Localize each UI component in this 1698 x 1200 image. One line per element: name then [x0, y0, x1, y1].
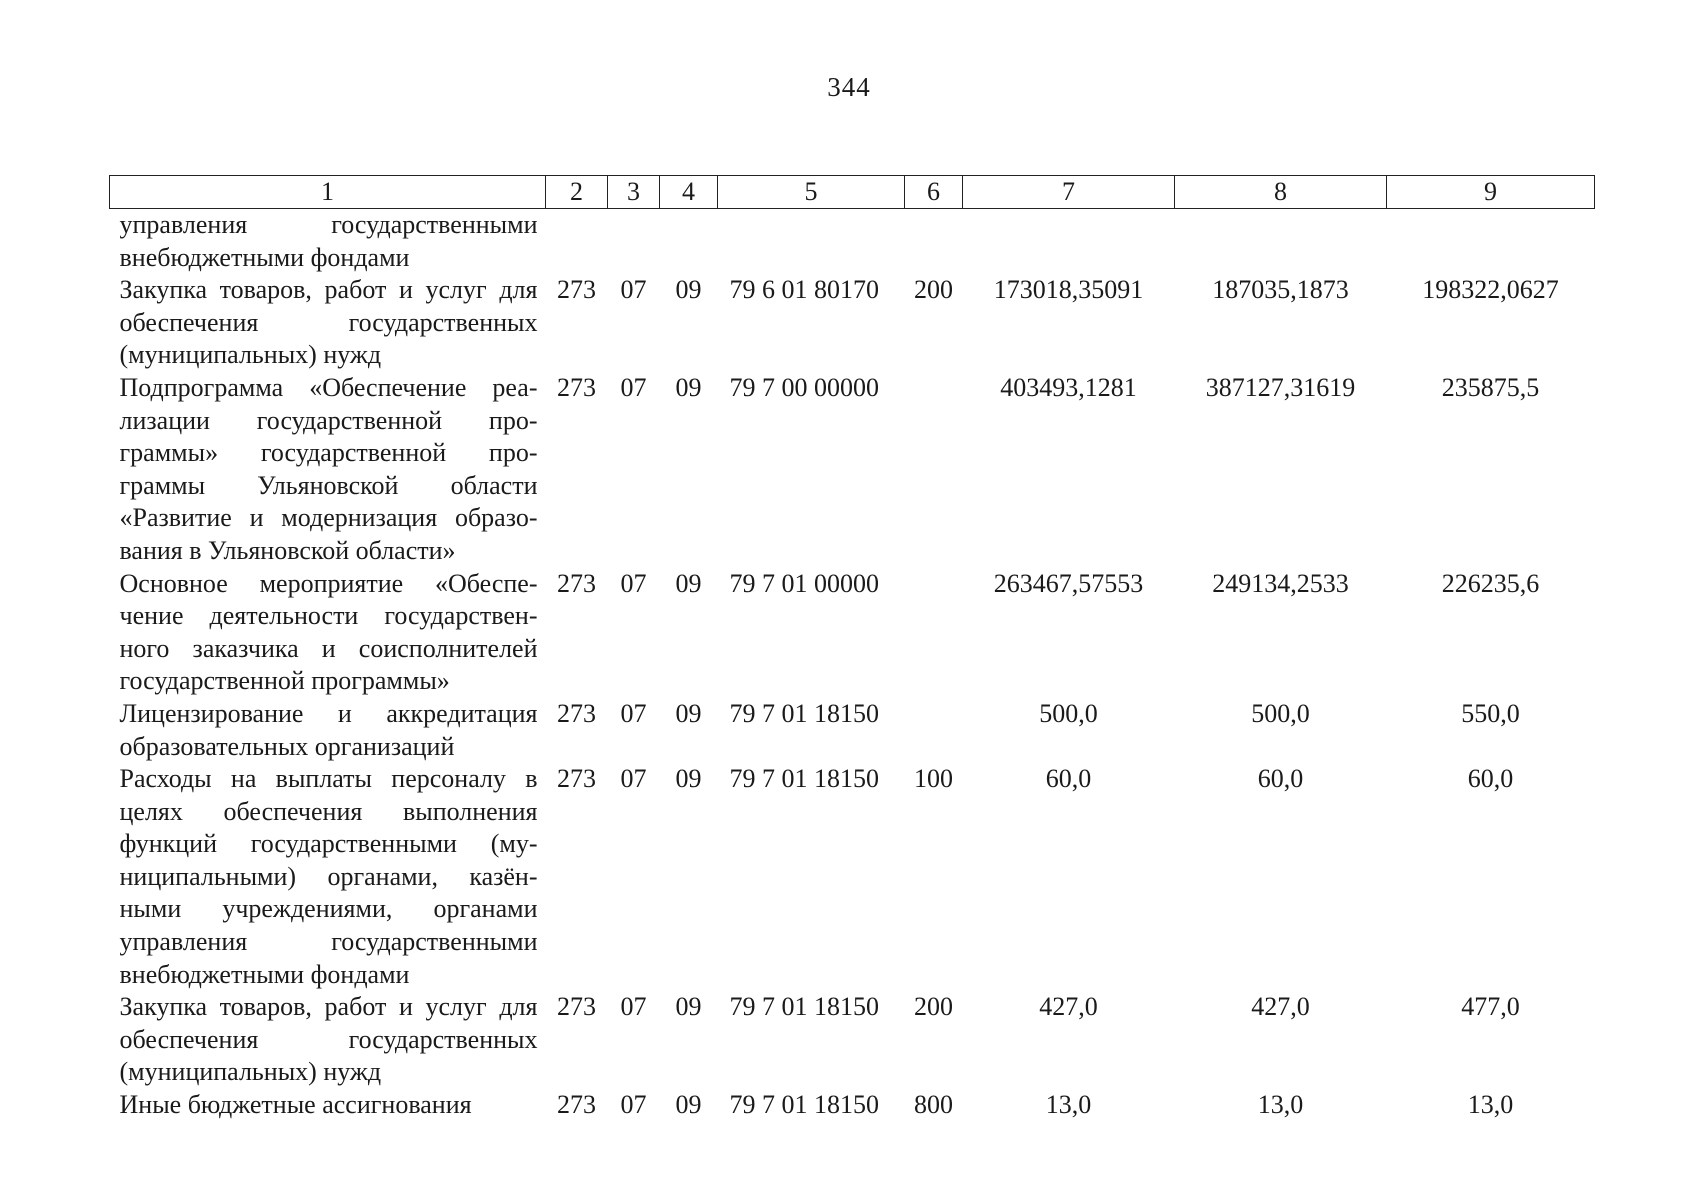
cell-amount-col7: 427,0	[1039, 992, 1098, 1022]
cell-target-article: 79 7 01 18150	[729, 1090, 879, 1120]
table-header-row	[110, 176, 1595, 209]
cell-ministry-code: 273	[557, 568, 596, 598]
header-col-5: 5	[718, 176, 905, 209]
page-number: 344	[827, 72, 871, 102]
table-row	[110, 991, 1595, 1089]
cell-amount-col8: 500,0	[1251, 698, 1310, 728]
row-description: Лицензирование и аккредитация образовательных организаций	[119, 698, 538, 761]
cell-subsection: 09	[675, 372, 702, 402]
cell-ministry-code: 273	[557, 275, 596, 305]
cell-amount-col9: 550,0	[1461, 698, 1520, 728]
cell-subsection: 09	[675, 698, 702, 728]
cell-subsection: 09	[675, 992, 702, 1022]
header-col-4: 4	[660, 176, 718, 209]
cell-expense-type	[905, 372, 963, 568]
cell-subsection: 09	[675, 568, 702, 598]
cell-target-article: 79 7 01 18150	[729, 764, 879, 794]
cell-expense-type	[905, 698, 963, 763]
header-col-3: 3	[608, 176, 660, 209]
cell-amount-col9: 477,0	[1461, 992, 1520, 1022]
cell-ministry-code	[546, 209, 608, 275]
cell-target-article	[718, 209, 905, 275]
cell-amount-col9: 235875,5	[1441, 372, 1540, 402]
cell-ministry-code: 273	[557, 764, 596, 794]
cell-amount-col7: 500,0	[1039, 698, 1098, 728]
header-col-1: 1	[110, 176, 546, 209]
table-row	[110, 1089, 1595, 1122]
cell-target-article: 79 6 01 80170	[729, 275, 879, 305]
cell-ministry-code: 273	[557, 372, 596, 402]
cell-section: 07	[620, 992, 647, 1022]
cell-section: 07	[620, 1090, 647, 1120]
cell-target-article: 79 7 00 00000	[729, 372, 879, 402]
row-description: Расходы на выплаты персоналу в целях обеспечения выполнения функций государственными (му-ниципальными) органами, казён-ными учреждениями, органами управления государственными внебюджетными фондами	[119, 764, 538, 989]
cell-amount-col9	[1387, 209, 1595, 275]
cell-target-article: 79 7 01 00000	[729, 568, 879, 598]
cell-section: 07	[620, 698, 647, 728]
cell-subsection: 09	[675, 764, 702, 794]
header-col-2: 2	[546, 176, 608, 209]
cell-amount-col7: 173018,35091	[993, 275, 1144, 305]
cell-ministry-code: 273	[557, 1090, 596, 1120]
table-row	[110, 274, 1595, 372]
cell-amount-col9: 13,0	[1467, 1090, 1514, 1120]
cell-amount-col9: 60,0	[1467, 764, 1514, 794]
header-col-9: 9	[1387, 176, 1595, 209]
cell-amount-col9: 226235,6	[1441, 568, 1540, 598]
table-row	[110, 763, 1595, 991]
table-row	[110, 209, 1595, 275]
cell-amount-col7: 13,0	[1045, 1090, 1092, 1120]
cell-amount-col8: 60,0	[1257, 764, 1304, 794]
cell-amount-col7: 403493,1281	[1000, 372, 1137, 402]
cell-target-article: 79 7 01 18150	[729, 992, 879, 1022]
table-body	[110, 209, 1595, 1122]
cell-amount-col8: 249134,2533	[1212, 568, 1349, 598]
table-row	[110, 698, 1595, 763]
cell-expense-type	[905, 209, 963, 275]
cell-subsection: 09	[675, 275, 702, 305]
cell-expense-type: 200	[914, 275, 953, 305]
cell-amount-col9: 198322,0627	[1422, 275, 1559, 305]
cell-amount-col8: 427,0	[1251, 992, 1310, 1022]
cell-ministry-code: 273	[557, 992, 596, 1022]
row-description: управления государственными внебюджетными фондами	[119, 210, 538, 272]
cell-expense-type: 800	[914, 1090, 953, 1120]
cell-expense-type: 100	[914, 764, 953, 794]
row-description: Подпрограмма «Обеспечение реа-лизации государственной про-граммы» государственной про-граммы Ульяновской области «Развитие и модернизация образо-вания в Ульяновской области»	[119, 372, 538, 565]
cell-amount-col8: 387127,31619	[1205, 372, 1356, 402]
table-row	[110, 372, 1595, 568]
cell-target-article: 79 7 01 18150	[729, 698, 879, 728]
row-description: Закупка товаров, работ и услуг для обеспечения государственных (муниципальных) нужд	[119, 992, 538, 1087]
cell-section: 07	[620, 372, 647, 402]
cell-section: 07	[620, 764, 647, 794]
cell-expense-type: 200	[914, 992, 953, 1022]
cell-section: 07	[620, 568, 647, 598]
cell-amount-col8: 13,0	[1257, 1090, 1304, 1120]
cell-ministry-code: 273	[557, 698, 596, 728]
cell-amount-col7: 263467,57553	[993, 568, 1144, 598]
cell-section: 07	[620, 275, 647, 305]
cell-amount-col7: 60,0	[1045, 764, 1092, 794]
cell-expense-type	[905, 568, 963, 698]
row-description: Закупка товаров, работ и услуг для обеспечения государственных (муниципальных) нужд	[119, 275, 538, 370]
row-description: Основное мероприятие «Обеспе-чение деятельности государствен-ного заказчика и соисполнителей государственной программы»	[119, 568, 538, 696]
header-col-6: 6	[905, 176, 963, 209]
cell-amount-col7	[963, 209, 1175, 275]
cell-amount-col8: 187035,1873	[1212, 275, 1349, 305]
table-row	[110, 568, 1595, 698]
header-col-7: 7	[963, 176, 1175, 209]
cell-subsection: 09	[675, 1090, 702, 1120]
cell-subsection	[660, 209, 718, 275]
budget-table	[109, 175, 1595, 1122]
row-description: Иные бюджетные ассигнования	[119, 1090, 472, 1120]
cell-section	[608, 209, 660, 275]
cell-amount-col8	[1175, 209, 1387, 275]
header-col-8: 8	[1175, 176, 1387, 209]
